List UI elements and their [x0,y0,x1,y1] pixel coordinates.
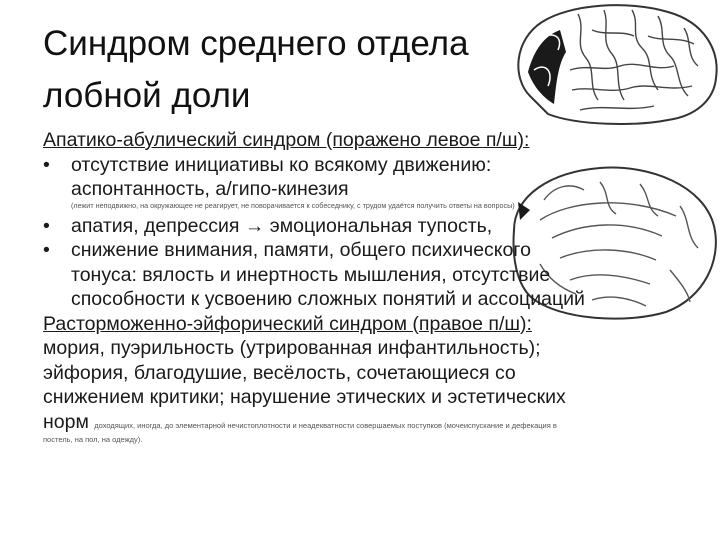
title-line-1: Синдром среднего отдела [43,24,469,63]
euphoria-line-2: эйфория, благодушие, весёлость, сочетающиеся со [43,361,516,384]
euphoria-line-4 [43,410,693,435]
bullet-dot: • [43,153,50,176]
bullet-attention-line-2: тонуса: вялость и инертность мышления, отсутствие [71,263,551,286]
apathy-syndrome-heading: Апатико-абулический синдром (поражено левое п/ш): [43,129,530,151]
euphoria-note-part-2: постель, на пол, на одежду). [43,435,143,444]
euphoria-syndrome-heading: Расторможенно-эйфорический синдром (правое п/ш): [43,312,532,335]
bullet-initiative-line-2: аспонтанность, а/гипо-кинезия [71,178,349,200]
euphoria-note-part-1: доходящих, иногда, до элементарной нечистоплотности и неадекватности совершаемых поступков (мочеиспускание и дефекация в [94,420,557,430]
bullet-dot: • [43,239,50,261]
bullet-apathy-text: апатия, депрессия → эмоциональная тупость, [71,214,493,237]
bullet-attention-line-3: способности к усвоению сложных понятий и ассоциаций [71,288,585,310]
bullet-apathy [43,214,693,239]
bullet-initiative [43,153,693,202]
page-title [43,18,513,122]
bullet-initiative-line-1: отсутствие инициативы ко всякому движению: [71,153,492,176]
bullet-attention-line-1: снижение внимания, памяти, общего психического [71,239,531,261]
bullet-dot: • [43,214,50,237]
title-line-2: лобной доли [43,76,251,115]
slide-content [43,128,693,446]
bullet-attention [43,238,693,312]
brain-lateral-image [508,0,720,128]
euphoria-line-1: мория, пуэрильность (утрированная инфантильность); [43,337,541,359]
euphoria-line-3: снижением критики; нарушение этических и эстетических [43,386,566,408]
euphoria-last-word: норм [43,410,89,433]
bullet-initiative-note: (лежит неподвижно, на окружающее не реагирует, не поворачивается к собеседнику, с трудом удаётся получить ответы на вопросы) [71,200,515,210]
